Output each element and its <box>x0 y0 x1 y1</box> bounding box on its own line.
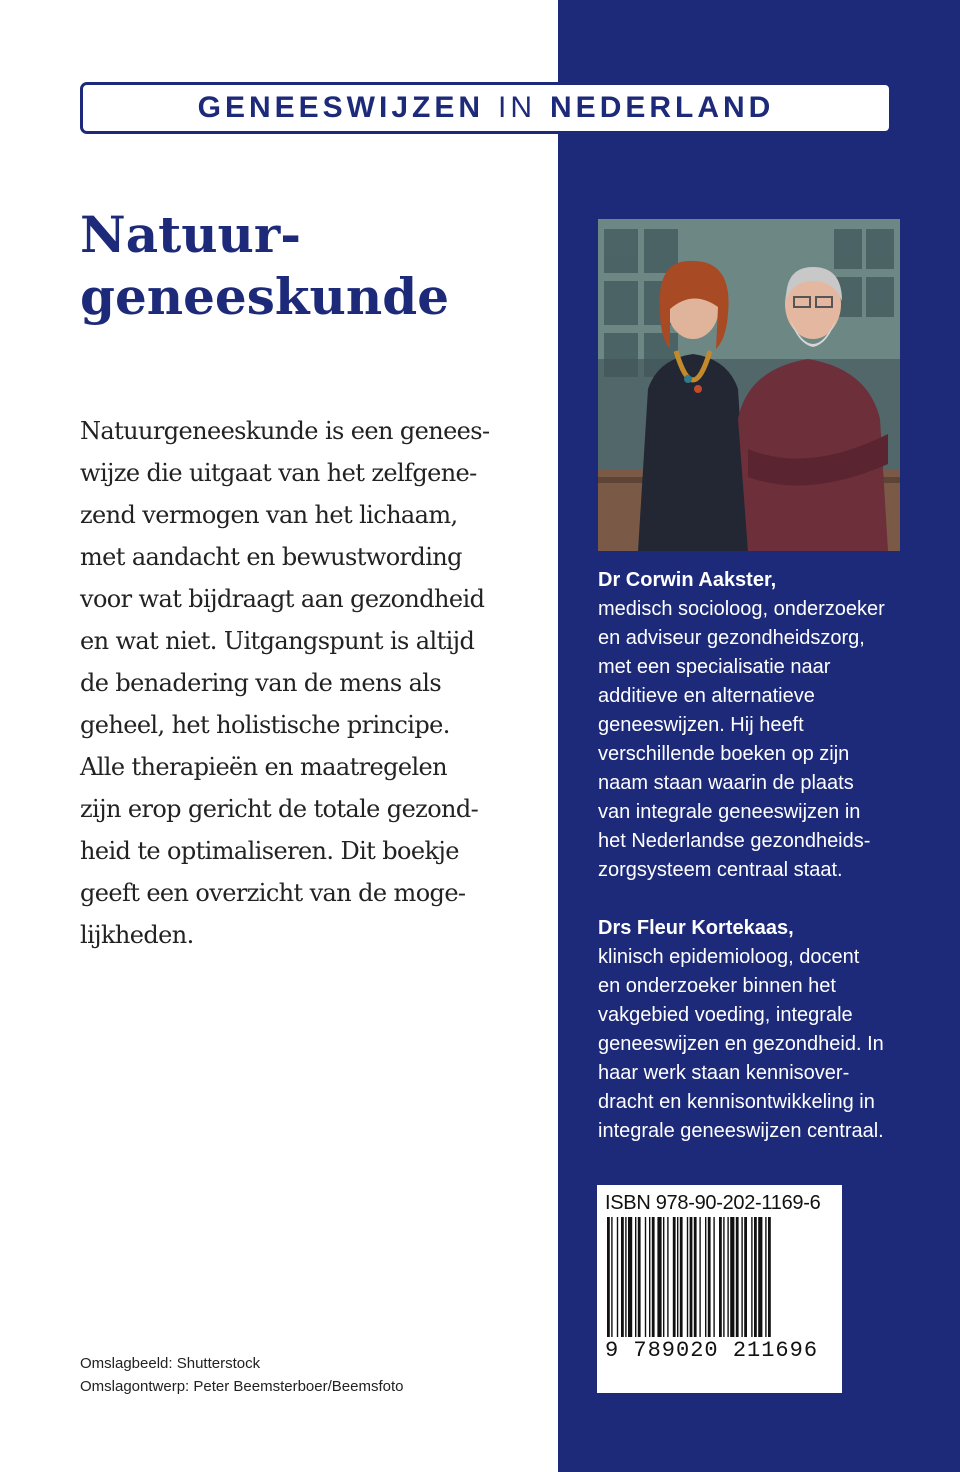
barcode-bar <box>645 1217 646 1337</box>
series-part-3: NEDERLAND <box>550 91 775 124</box>
description-line: zijn erop gericht de totale gezond- <box>80 795 479 823</box>
author-1-bio-line: en adviseur gezondheidszorg, <box>598 627 865 649</box>
isbn-number: ISBN 978-90-202-1169-6 <box>605 1192 821 1214</box>
barcode-bar <box>677 1217 678 1337</box>
book-description <box>80 410 540 956</box>
barcode-bar <box>705 1217 706 1337</box>
barcode-bar <box>680 1217 683 1337</box>
authors-photo-illustration <box>598 219 900 551</box>
barcode-bar <box>765 1217 766 1337</box>
description-line: wijze die uitgaat van het zelfgene- <box>80 459 477 487</box>
barcode-bar <box>628 1217 632 1337</box>
barcode-bar <box>751 1217 752 1337</box>
authors-photo <box>598 219 900 551</box>
series-banner <box>80 82 892 134</box>
book-title-line-2: geneeskunde <box>80 267 450 326</box>
barcode-bars <box>605 1217 834 1337</box>
cover-design-credit: Omslagontwerp: Peter Beemsterboer/Beemsfoto <box>80 1378 404 1395</box>
author-1-bio-line: verschillende boeken op zijn <box>598 743 850 765</box>
author-2-bio-line: haar werk staan kennisover- <box>598 1062 850 1084</box>
barcode-bar <box>649 1217 650 1337</box>
author-2-bio-line: vakgebied voeding, integrale <box>598 1004 853 1026</box>
series-part-2: IN <box>498 91 537 124</box>
barcode-bar <box>723 1217 724 1337</box>
description-line: Alle therapieën en maatregelen <box>80 753 448 781</box>
author-1-bio-line: medisch socioloog, onderzoeker <box>598 598 885 620</box>
description-line: zend vermogen van het lichaam, <box>80 501 458 529</box>
barcode-bar <box>727 1217 728 1337</box>
author-2-bio-line: integrale geneeswijzen centraal. <box>598 1120 884 1142</box>
description-line: geeft een overzicht van de moge- <box>80 879 466 907</box>
barcode-bar <box>699 1217 700 1337</box>
barcode-bar <box>741 1217 742 1337</box>
description-line: voor wat bijdraagt aan gezondheid <box>80 585 485 613</box>
book-title <box>80 204 540 328</box>
author-2-name: Drs Fleur Kortekaas, <box>598 917 794 939</box>
description-line: met aandacht en bewustwording <box>80 543 462 571</box>
author-2-bio <box>598 914 918 1146</box>
barcode-bar <box>687 1217 688 1337</box>
author-1-bio-line: naam staan waarin de plaats <box>598 772 854 794</box>
author-2-bio-line: geneeswijzen en gezondheid. In <box>598 1033 884 1055</box>
barcode-bar <box>768 1217 771 1337</box>
barcode-bar <box>621 1217 624 1337</box>
barcode-bar <box>611 1217 612 1337</box>
barcode-bar <box>754 1217 757 1337</box>
description-line: heid te optimaliseren. Dit boekje <box>80 837 459 865</box>
author-1-bio <box>598 566 918 885</box>
cover-image-credit: Omslagbeeld: Shutterstock <box>80 1355 261 1372</box>
author-1-name: Dr Corwin Aakster, <box>598 569 777 591</box>
barcode-bar <box>730 1217 734 1337</box>
barcode-bar <box>657 1217 661 1337</box>
author-1-bio-line: zorgsysteem centraal staat. <box>598 859 843 881</box>
description-line: Natuurgeneeskunde is een genees- <box>80 417 490 445</box>
series-part-1: GENEESWIJZEN <box>197 91 485 124</box>
author-1-bio-line: additieve en alternatieve <box>598 685 815 707</box>
isbn-barcode <box>597 1185 842 1393</box>
author-1-bio-line: met een specialisatie naar <box>598 656 831 678</box>
author-1-bio-line: geneeswijzen. Hij heeft <box>598 714 804 736</box>
barcode-bar <box>638 1217 641 1337</box>
barcode-bar <box>607 1217 610 1337</box>
barcode-bar <box>713 1217 714 1337</box>
barcode-bar <box>694 1217 697 1337</box>
book-title-line-1: Natuur- <box>80 205 301 264</box>
barcode-bar <box>663 1217 664 1337</box>
barcode-bar <box>635 1217 636 1337</box>
author-1-bio-line: van integrale geneeswijzen in <box>598 801 861 823</box>
barcode-bar <box>690 1217 693 1337</box>
barcode-bar <box>667 1217 668 1337</box>
barcode-bar <box>736 1217 739 1337</box>
barcode-bar <box>673 1217 676 1337</box>
author-1-bio-line: het Nederlandse gezondheids- <box>598 830 871 852</box>
description-line: lijkheden. <box>80 921 194 949</box>
barcode-bar <box>719 1217 722 1337</box>
barcode-bar <box>744 1217 747 1337</box>
description-line: de benadering van de mens als <box>80 669 442 697</box>
description-line: geheel, het holistische principe. <box>80 711 450 739</box>
cover-credits <box>80 1352 540 1398</box>
barcode-bar <box>617 1217 618 1337</box>
barcode-bar <box>652 1217 655 1337</box>
barcode-bar <box>708 1217 711 1337</box>
barcode-digits: 9 789020 211696 <box>605 1338 819 1363</box>
description-line: en wat niet. Uitgangspunt is altijd <box>80 627 475 655</box>
author-2-bio-line: klinisch epidemioloog, docent <box>598 946 860 968</box>
barcode-bar <box>625 1217 626 1337</box>
barcode-bar <box>758 1217 762 1337</box>
author-2-bio-line: dracht en kennisontwikkeling in <box>598 1091 875 1113</box>
author-2-bio-line: en onderzoeker binnen het <box>598 975 836 997</box>
